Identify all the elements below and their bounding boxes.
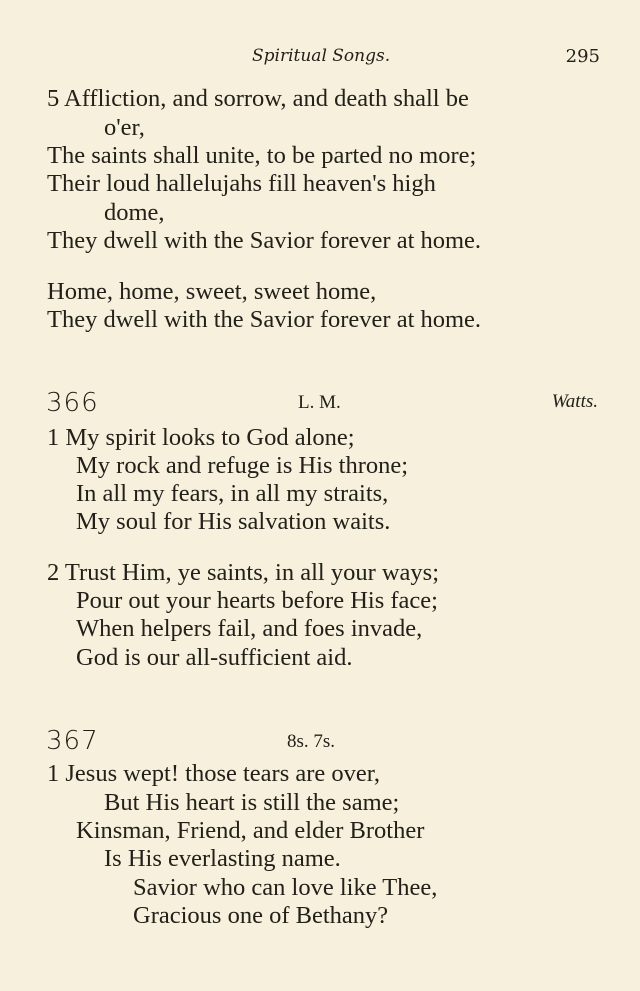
hymn-meter: L. M. (298, 392, 341, 413)
stanza-line: But His heart is still the same; (104, 789, 400, 816)
stanza-line: They dwell with the Savior forever at home. (47, 227, 482, 254)
hymn-number: 366 (46, 388, 99, 418)
hymn-author: Watts. (551, 391, 598, 412)
stanza-line: o'er, (104, 114, 145, 141)
stanza-line: dome, (104, 199, 165, 226)
stanza-line: Their loud hallelujahs fill heaven's high (47, 170, 436, 197)
stanza-line: Savior who can love like Thee, (133, 874, 438, 901)
stanza-line: 5 Affliction, and sorrow, and death shall be (47, 85, 469, 112)
stanza-line: 1 Jesus wept! those tears are over, (47, 760, 381, 787)
stanza-line: When helpers fail, and foes invade, (76, 615, 423, 642)
stanza-line: 2 Trust Him, ye saints, in all your ways; (47, 559, 440, 586)
stanza-line: In all my fears, in all my straits, (76, 480, 389, 507)
stanza-line: My rock and refuge is His throne; (76, 452, 409, 479)
stanza-line: 1 My spirit looks to God alone; (47, 424, 355, 451)
stanza-line: Pour out your hearts before His face; (76, 587, 438, 614)
refrain-line: Home, home, sweet, sweet home, (47, 278, 377, 305)
stanza-line: Gracious one of Bethany? (133, 902, 389, 929)
page-title: Spiritual Songs. (252, 46, 391, 66)
page-number: 295 (565, 46, 600, 67)
stanza-line: God is our all-sufficient aid. (76, 644, 353, 671)
stanza-line: Is His everlasting name. (104, 845, 341, 872)
hymn-number: 367 (46, 726, 99, 756)
hymn-meter: 8s. 7s. (287, 731, 336, 752)
stanza-line: The saints shall unite, to be parted no more; (47, 142, 477, 169)
stanza-line: Kinsman, Friend, and elder Brother (76, 817, 425, 844)
stanza-line: My soul for His salvation waits. (76, 508, 391, 535)
refrain-line: They dwell with the Savior forever at home. (47, 306, 482, 333)
